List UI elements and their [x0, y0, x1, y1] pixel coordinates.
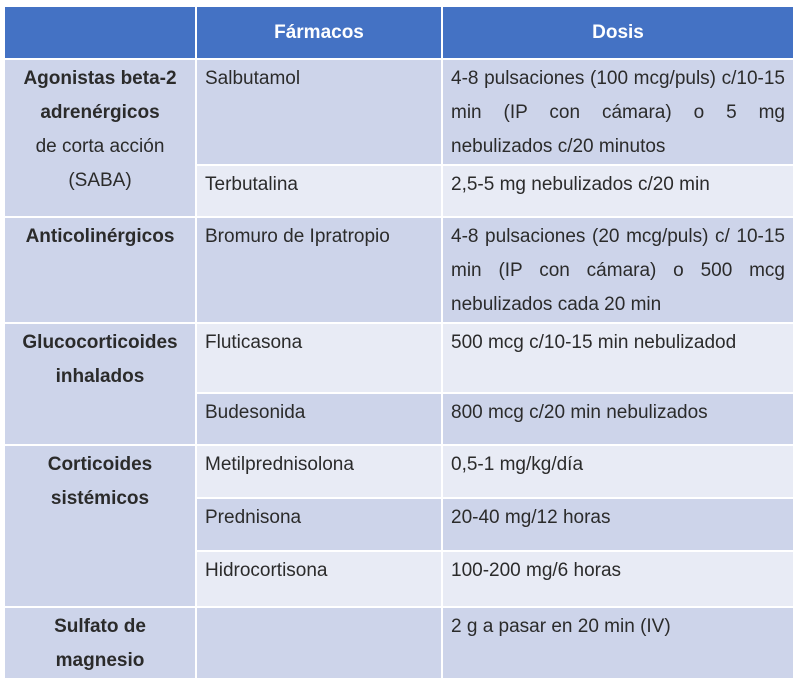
drug-cell: Terbutalina	[196, 165, 442, 217]
dose-cell: 2 g a pasar en 20 min (IV)	[442, 607, 794, 679]
header-farmacos: Fármacos	[196, 6, 442, 59]
table-row	[4, 217, 794, 323]
table-row	[4, 607, 794, 679]
category-label: Sulfato de magnesio	[54, 616, 146, 671]
dose-cell: 20-40 mg/12 horas	[442, 498, 794, 551]
dose-cell: 4-8 pulsaciones (20 mcg/puls) c/ 10-15 min (IP con cámara) o 500 mcg nebulizados cada 20 min	[442, 217, 794, 323]
category-label: Glucocorticoides inhalados	[22, 332, 178, 387]
category-cell	[4, 445, 196, 607]
drug-dosage-table	[3, 5, 795, 680]
drug-cell: Prednisona	[196, 498, 442, 551]
header-corner	[4, 6, 196, 59]
category-cell	[4, 323, 196, 445]
drug-cell	[196, 607, 442, 679]
category-label: Corticoides sistémicos	[47, 454, 153, 509]
dose-cell: 2,5-5 mg nebulizados c/20 min	[442, 165, 794, 217]
header-row	[4, 6, 794, 59]
table-row	[4, 323, 794, 393]
dose-cell: 100-200 mg/6 horas	[442, 551, 794, 607]
category-label: Agonistas beta-2 adrenérgicos	[23, 68, 177, 123]
table-row	[4, 445, 794, 498]
category-sublabel: de corta acción (SABA)	[35, 136, 165, 191]
dose-cell: 4-8 pulsaciones (100 mcg/puls) c/10-15 min (IP con cámara) o 5 mg nebulizados c/20 minutos	[442, 59, 794, 165]
dose-cell: 500 mcg c/10-15 min nebulizadod	[442, 323, 794, 393]
drug-cell: Bromuro de Ipratropio	[196, 217, 442, 323]
dose-cell: 800 mcg c/20 min nebulizados	[442, 393, 794, 445]
dose-cell: 0,5-1 mg/kg/día	[442, 445, 794, 498]
drug-cell: Fluticasona	[196, 323, 442, 393]
drug-cell: Metilprednisolona	[196, 445, 442, 498]
table-row	[4, 59, 794, 165]
category-cell	[4, 59, 196, 217]
category-cell	[4, 607, 196, 679]
category-cell	[4, 217, 196, 323]
category-label: Anticolinérgicos	[25, 226, 175, 247]
drug-cell: Salbutamol	[196, 59, 442, 165]
drug-cell: Budesonida	[196, 393, 442, 445]
drug-cell: Hidrocortisona	[196, 551, 442, 607]
header-dosis: Dosis	[442, 6, 794, 59]
